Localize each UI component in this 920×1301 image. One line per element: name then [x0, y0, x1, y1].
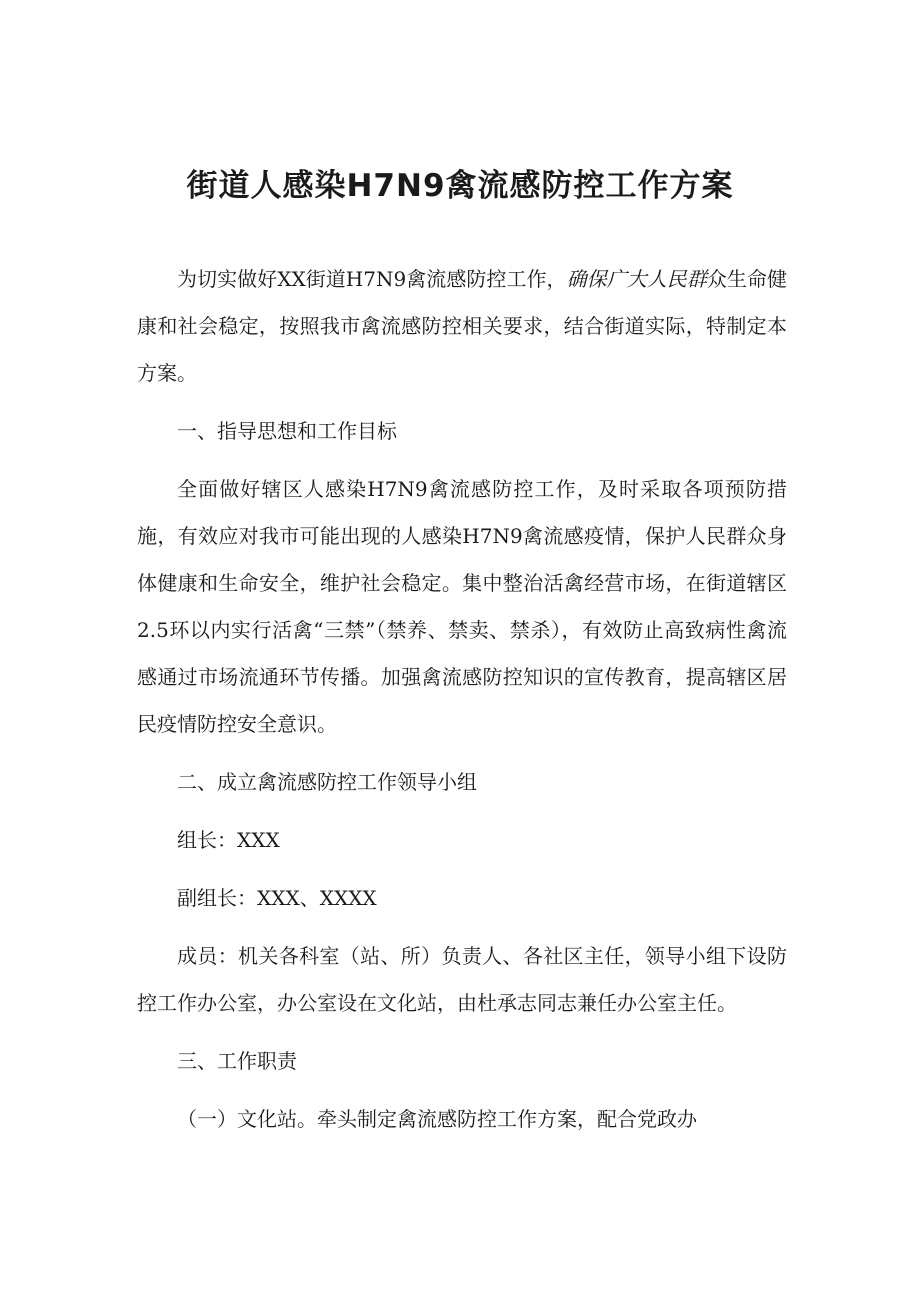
members-paragraph: 成员：机关各科室（站、所）负责人、各社区主任，领导小组下设防控工作办公室，办公室设在文化站，由杜承志同志兼任办公室主任。 — [137, 944, 787, 1015]
intro-text-part1: 为切实做好XX街道H7N9禽流感防控工作， — [177, 267, 567, 291]
intro-paragraph — [137, 256, 787, 397]
document-body — [137, 256, 787, 1143]
section3-heading: 三、工作职责 — [177, 1049, 297, 1073]
section1-paragraph: 全面做好辖区人感染H7N9禽流感防控工作，及时采取各项预防措施，有效应对我市可能出现的人感染H7N9禽流感疫情，保护人民群众身体健康和生命安全，维护社会稳定。集中整治活禽经营市场，在街道辖区2.5环以内实行活禽“三禁”（禁养、禁卖、禁杀），有效防止高致病性禽流感通过市场流通环节传播。加强禽流感防控知识的宣传教育，提高辖区居民疫情防控安全意识。 — [137, 477, 787, 736]
intro-text-part2: 众生命健康和社会稳定，按照我市禽流感防控相关要求，结合街道实际，特制定本方案。 — [137, 267, 788, 385]
leader-line: 组长：XXX — [177, 828, 280, 852]
deputy-leader-line: 副组长：XXX、XXXX — [177, 886, 377, 910]
section1-heading: 一、指导思想和工作目标 — [177, 419, 397, 443]
section2-heading: 二、成立禽流感防控工作领导小组 — [177, 770, 477, 794]
document-title: 街道人感染H7N9禽流感防控工作方案 — [186, 168, 734, 204]
duty1-paragraph: （一）文化站。牵头制定禽流感防控工作方案，配合党政办 — [177, 1107, 697, 1131]
intro-text-italic: 确保广大人民群 — [566, 267, 707, 291]
